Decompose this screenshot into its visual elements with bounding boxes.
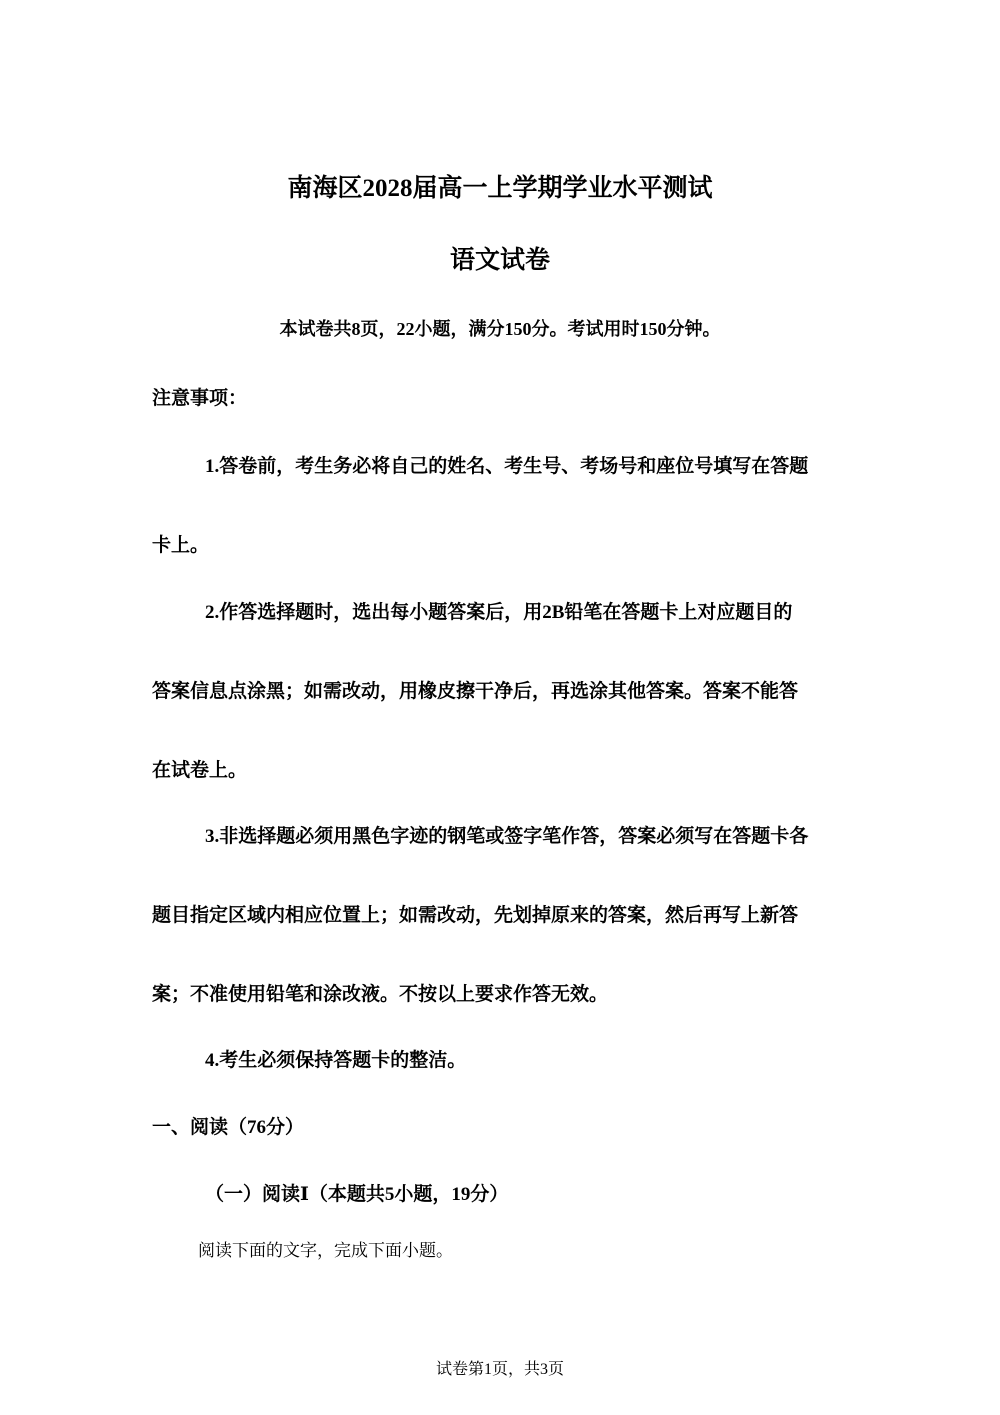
notice-item-2-line-1: 2.作答选择题时，选出每小题答案后，用2B铅笔在答题卡上对应题目的 bbox=[205, 602, 793, 623]
notice-item-1-line-1: 1.答卷前，考生务必将自己的姓名、考生号、考场号和座位号填写在答题 bbox=[205, 456, 809, 477]
notice-item-3-line-1: 3.非选择题必须用黑色字迹的钢笔或签字笔作答，答案必须写在答题卡各 bbox=[205, 826, 809, 847]
notice-item-2-line-2: 答案信息点涂黑；如需改动，用橡皮擦干净后，再选涂其他答案。答案不能答 bbox=[152, 681, 799, 702]
notice-item-2-line-3: 在试卷上。 bbox=[152, 760, 248, 781]
notice-item-3-line-2: 题目指定区域内相应位置上；如需改动，先划掉原来的答案，然后再写上新答 bbox=[152, 905, 799, 926]
exam-subject-title: 语文试卷 bbox=[449, 247, 550, 274]
notice-item-4-line-1: 4.考生必须保持答题卡的整洁。 bbox=[205, 1050, 467, 1071]
exam-title: 南海区2028届高一上学期学业水平测试 bbox=[287, 175, 713, 202]
notice-item-1-line-2: 卡上。 bbox=[152, 535, 210, 556]
notice-item-3-line-3: 案；不准使用铅笔和涂改液。不按以上要求作答无效。 bbox=[152, 984, 609, 1005]
section-instruction: 阅读下面的文字，完成下面小题。 bbox=[198, 1241, 453, 1260]
notice-heading: 注意事项： bbox=[152, 388, 248, 409]
section-heading: 一、阅读（76分） bbox=[152, 1117, 305, 1138]
page-footer: 试卷第1页，共3页 bbox=[435, 1361, 564, 1378]
section-subheading: （一）阅读Ⅰ（本题共5小题，19分） bbox=[205, 1184, 509, 1205]
exam-summary: 本试卷共8页，22小题，满分150分。考试用时150分钟。 bbox=[279, 319, 721, 339]
